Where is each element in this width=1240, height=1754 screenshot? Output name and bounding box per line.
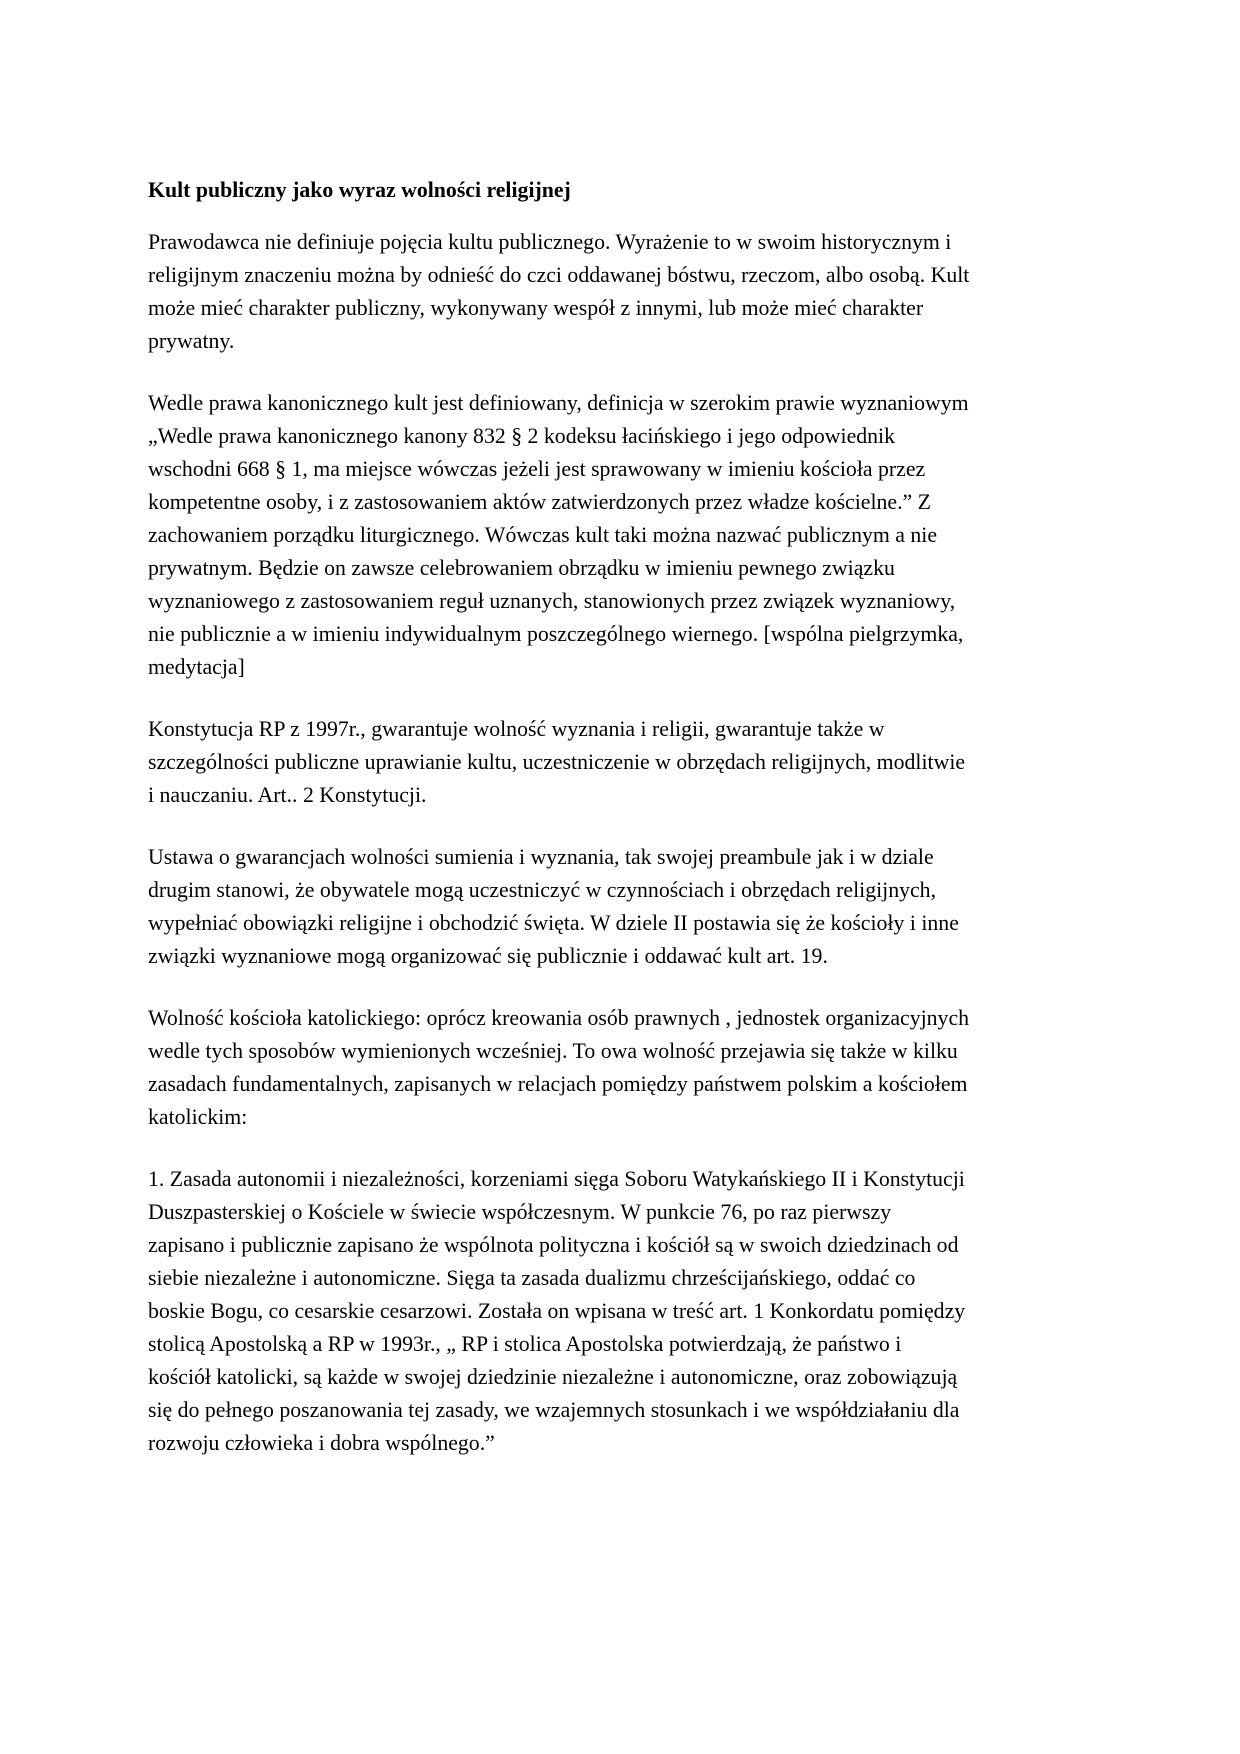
- document-title: Kult publiczny jako wyraz wolności religijnej: [148, 178, 571, 202]
- paragraph-line: wyznaniowego z zastosowaniem reguł uznanych, stanowionych przez związek wyznaniowy,: [148, 589, 956, 613]
- paragraph-line: rozwoju człowieka i dobra wspólnego.”: [148, 1431, 495, 1455]
- paragraph-line: może mieć charakter publiczny, wykonywany wespół z innymi, lub może mieć charakter: [148, 296, 924, 320]
- paragraph-line: prywatny.: [148, 329, 235, 353]
- paragraph-4: [148, 841, 1098, 973]
- paragraph-line: Konstytucja RP z 1997r., gwarantuje wolność wyznania i religii, gwarantuje także w: [148, 717, 885, 741]
- paragraph-2: [148, 387, 1098, 684]
- paragraph-line: „Wedle prawa kanonicznego kanony 832 § 2 kodeksu łacińskiego i jego odpowiednik: [148, 424, 896, 448]
- paragraph-line: się do pełnego poszanowania tej zasady, we wzajemnych stosunkach i we współdziałaniu dla: [148, 1398, 960, 1422]
- paragraph-line: nie publicznie a w imieniu indywidualnym poszczególnego wiernego. [wspólna pielgrzymka,: [148, 622, 964, 646]
- paragraph-line: szczególności publiczne uprawianie kultu, uczestniczenie w obrzędach religijnych, modlitwie: [148, 750, 966, 774]
- paragraph-line: kompetentne osoby, i z zastosowaniem aktów zatwierdzonych przez władze kościelne.” Z: [148, 490, 931, 514]
- paragraph-line: zapisano i publicznie zapisano że wspólnota polityczna i kościół są w swoich dziedzinach od: [148, 1233, 959, 1257]
- paragraph-1: [148, 226, 1098, 358]
- paragraph-5: [148, 1002, 1098, 1134]
- paragraph-line: katolickim:: [148, 1105, 248, 1129]
- paragraph-line: zasadach fundamentalnych, zapisanych w relacjach pomiędzy państwem polskim a kościołem: [148, 1072, 968, 1096]
- paragraph-line: siebie niezależne i autonomiczne. Sięga ta zasada dualizmu chrześcijańskiego, oddać co: [148, 1266, 916, 1290]
- paragraph-line: Wedle prawa kanonicznego kult jest definiowany, definicja w szerokim prawie wyznaniowym: [148, 391, 969, 415]
- paragraph-line: 1. Zasada autonomii i niezależności, korzeniami sięga Soboru Watykańskiego II i Konstytucji: [148, 1167, 965, 1191]
- paragraph-6: [148, 1163, 1098, 1460]
- paragraph-line: Ustawa o gwarancjach wolności sumienia i wyznania, tak swojej preambule jak i w dziale: [148, 845, 934, 869]
- paragraph-3: [148, 713, 1098, 812]
- paragraph-line: wschodni 668 § 1, ma miejsce wówczas jeżeli jest sprawowany w imieniu kościoła przez: [148, 457, 926, 481]
- document-body: [148, 174, 1098, 1489]
- paragraph-line: boskie Bogu, co cesarskie cesarzowi. Została on wpisana w treść art. 1 Konkordatu pomiędzy: [148, 1299, 966, 1323]
- paragraph-line: Wolność kościoła katolickiego: oprócz kreowania osób prawnych , jednostek organizacyjnych: [148, 1006, 970, 1030]
- paragraph-line: Duszpasterskiej o Kościele w świecie współczesnym. W punkcie 76, po raz pierwszy: [148, 1200, 892, 1224]
- paragraph-line: zachowaniem porządku liturgicznego. Wówczas kult taki można nazwać publicznym a nie: [148, 523, 938, 547]
- paragraph-line: kościół katolicki, są każde w swojej dziedzinie niezależne i autonomiczne, oraz zobowiązują: [148, 1365, 958, 1389]
- paragraph-line: Prawodawca nie definiuje pojęcia kultu publicznego. Wyrażenie to w swoim historycznym i: [148, 230, 952, 254]
- paragraph-line: medytacja]: [148, 655, 245, 679]
- paragraph-line: religijnym znaczeniu można by odnieść do czci oddawanej bóstwu, rzeczom, albo osobą. Kult: [148, 263, 970, 287]
- paragraph-line: wedle tych sposobów wymienionych wcześniej. To owa wolność przejawia się także w kilku: [148, 1039, 958, 1063]
- paragraph-line: drugim stanowi, że obywatele mogą uczestniczyć w czynnościach i obrzędach religijnych,: [148, 878, 937, 902]
- paragraph-line: związki wyznaniowe mogą organizować się publicznie i oddawać kult art. 19.: [148, 944, 828, 968]
- paragraph-line: i nauczaniu. Art.. 2 Konstytucji.: [148, 783, 427, 807]
- paragraph-line: stolicą Apostolską a RP w 1993r., „ RP i stolica Apostolska potwierdzają, że państwo i: [148, 1332, 902, 1356]
- paragraph-line: prywatnym. Będzie on zawsze celebrowaniem obrządku w imieniu pewnego związku: [148, 556, 895, 580]
- paragraph-line: wypełniać obowiązki religijne i obchodzić święta. W dziele II postawia się że kościoły i inne: [148, 911, 959, 935]
